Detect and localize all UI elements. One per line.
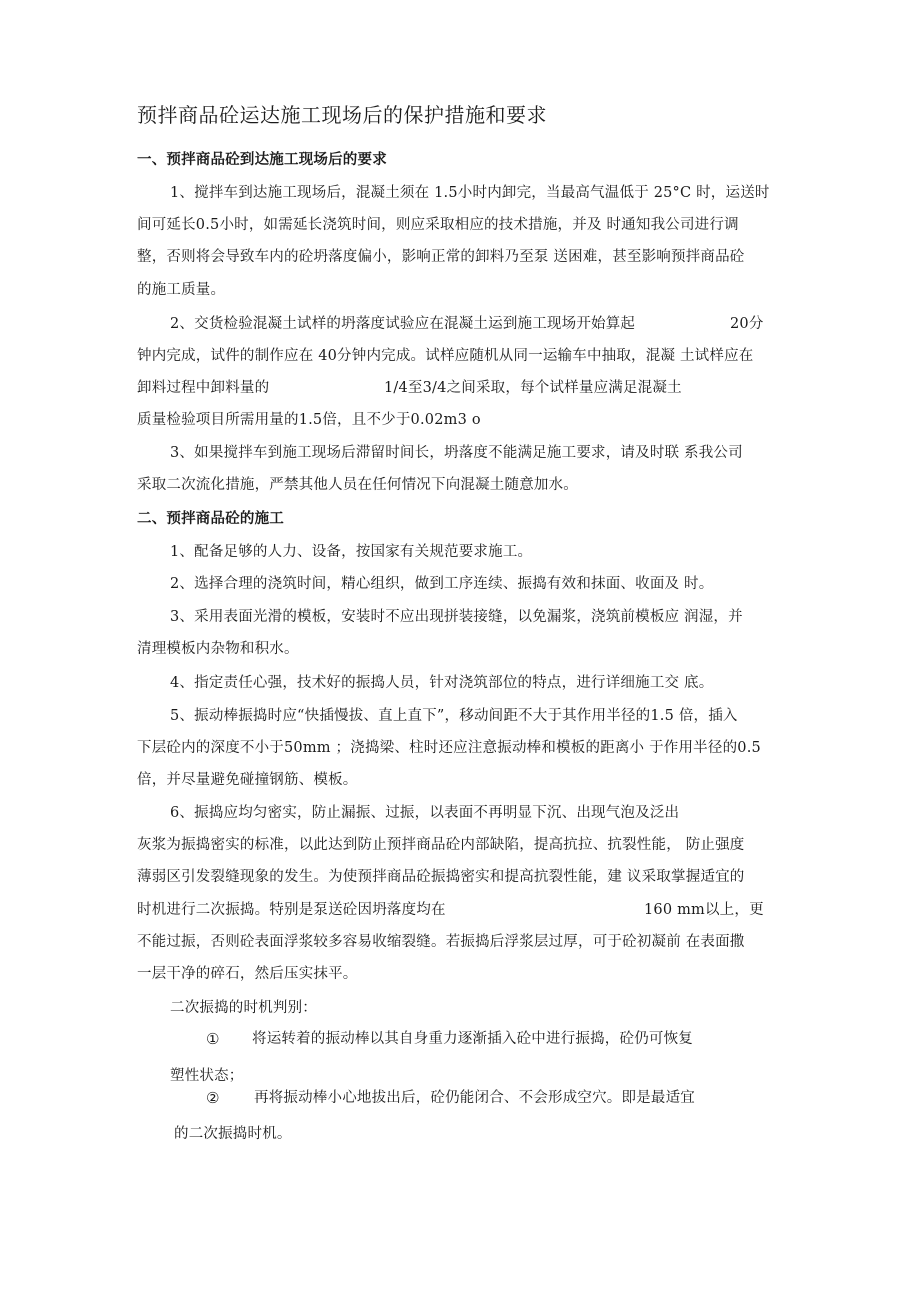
text-line: 2、交货检验混凝土试样的坍落度试验应在混凝土运到施工现场开始算起 — [170, 316, 636, 332]
text-line: 质量检验项目所需用量的1.5倍，且不少于0.02m3 o — [137, 412, 481, 428]
text-line: 采取二次流化措施，严禁其他人员在任何情况下向混凝土随意加水。 — [137, 477, 578, 493]
page-title: 预拌商品砼运达施工现场后的保护措施和要求 — [137, 103, 547, 127]
text-line: 塑性状态； — [170, 1068, 244, 1084]
text-line: 4、指定责任心强，技术好的振捣人员，针对浇筑部位的特点，进行详细施工交 底。 — [170, 675, 714, 691]
text-line: 清理模板内杂物和积水。 — [137, 641, 299, 657]
text-line: 整，否则将会导致车内的砼坍落度偏小，影响正常的卸料乃至泵 送困难，甚至影响预拌商品砼 — [137, 249, 745, 265]
text-line: 160 mm以上，更 — [644, 902, 764, 918]
section-heading: 二、预拌商品砼的施工 — [137, 511, 284, 527]
text-line: 3、如果搅拌车到施工现场后滞留时间长，坍落度不能满足施工要求，请及时联 系我公司 — [170, 445, 743, 461]
text-line: ① — [206, 1030, 220, 1048]
text-line: 钟内完成，试件的制作应在 40分钟内完成。试样应随机从同一运输车中抽取，混凝 土试样应在 — [137, 348, 754, 364]
text-line: 薄弱区引发裂缝现象的发生。为使预拌商品砼振捣密实和提高抗裂性能，建 议采取掌握适宜的 — [137, 869, 745, 885]
text-line: 20分 — [730, 316, 764, 332]
section-heading: 一、预拌商品砼到达施工现场后的要求 — [137, 152, 387, 168]
text-line: 将运转着的振动棒以其自身重力逐渐插入砼中进行振捣，砼仍可恢复 — [252, 1031, 693, 1047]
text-line: 6、振捣应均匀密实，防止漏振、过振，以表面不再明显下沉、出现气泡及泛出 — [170, 805, 680, 821]
text-line: 二次振捣的时机判别： — [170, 1000, 317, 1016]
text-line: 3、采用表面光滑的模板，安装时不应出现拼装接缝，以免漏浆，浇筑前模板应 润湿，并 — [170, 609, 743, 625]
text-line: 5、振动棒振捣时应“快插慢拔、直上直下”，移动间距不大于其作用半径的1.5 倍，插入 — [170, 708, 738, 724]
text-line: 的施工质量。 — [137, 282, 226, 298]
text-line: 卸料过程中卸料量的 — [137, 380, 270, 396]
text-line: 倍，并尽量避免碰撞钢筋、模板。 — [137, 772, 358, 788]
text-line: 再将振动棒小心地拔出后，砼仍能闭合、不会形成空穴。即是最适宜 — [254, 1090, 695, 1106]
text-line: 1、配备足够的人力、设备，按国家有关规范要求施工。 — [170, 544, 533, 560]
text-line: 时机进行二次振捣。特别是泵送砼因坍落度均在 — [137, 902, 446, 918]
text-line: 一层干净的碎石，然后压实抹平。 — [137, 966, 358, 982]
text-line: 间可延长0.5小时，如需延长浇筑时间，则应采取相应的技术措施，并及 时通知我公司进行调 — [137, 217, 739, 233]
text-line: ② — [206, 1089, 220, 1107]
text-line: 的二次振捣时机。 — [174, 1126, 292, 1142]
text-line: 2、选择合理的浇筑时间，精心组织，做到工序连续、振捣有效和抹面、收面及 时。 — [170, 576, 714, 592]
text-line: 不能过振，否则砼表面浮浆较多容易收缩裂缝。若振捣后浮浆层过厚，可于砼初凝前 在表面撒 — [137, 934, 745, 950]
text-line: 灰浆为振捣密实的标准，以此达到防止预拌商品砼内部缺陷，提高抗拉、抗裂性能， 防止强度 — [137, 837, 745, 853]
text-line: 1/4至3/4之间采取，每个试样量应满足混凝土 — [384, 380, 682, 396]
text-line: 1、搅拌车到达施工现场后，混凝土须在 1.5小时内卸完，当最高气温低于 25°C 时，运送时 — [170, 185, 770, 201]
text-line: 下层砼内的深度不小于50mm ；浇捣梁、柱时还应注意振动棒和模板的距离小 于作用半径的0.5 — [137, 740, 761, 756]
